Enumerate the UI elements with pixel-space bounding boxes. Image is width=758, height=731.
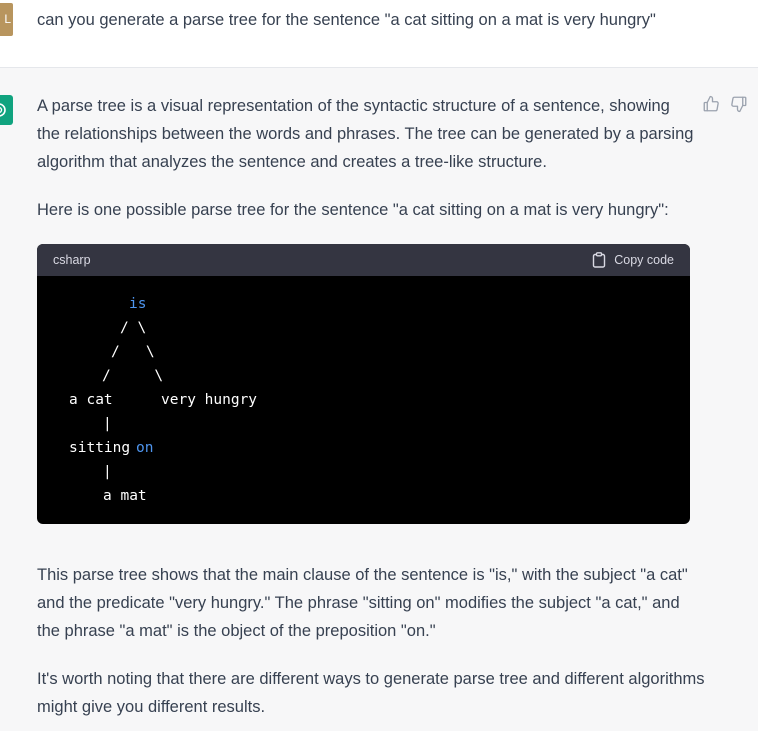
thumbs-down-icon[interactable] [730,95,748,113]
code-line-3: / \ [111,344,155,360]
code-content [37,276,690,504]
clipboard-icon [592,252,606,268]
code-line-4: / \ [102,368,164,384]
user-message-row [0,0,758,68]
code-line-very-hungry: very hungry [161,392,258,408]
code-line-a-mat: a mat [103,488,147,504]
copy-code-button[interactable] [592,252,674,268]
response-paragraph-1: A parse tree is a visual representation of the syntactic structure of a sentence, showing the relationships between the words and phrases. The tree can be generated by a parsing algorithm that analyzes the sentence and creates a tree-like structure. [37,97,694,171]
code-line-6: | [103,416,112,432]
code-line-is: is [129,296,147,312]
response-paragraph-3: This parse tree shows that the main clause of the sentence is "is," with the subject "a cat" and the predicate "very hungry." The phrase "sitting on" modifies the subject "a cat," and the phrase "a mat" is the object of the preposition "on." [37,566,688,640]
assistant-avatar [0,95,13,125]
code-block [37,244,690,524]
assistant-message-row [0,68,758,731]
code-line-2: / \ [120,320,147,336]
response-paragraph-2: Here is one possible parse tree for the sentence "a cat sitting on a mat is very hungry": [37,201,669,219]
code-line-a-cat: a cat [69,392,113,408]
feedback-buttons [702,95,748,113]
code-line-8: | [103,464,112,480]
code-line-on: on [136,440,154,456]
code-block-header [37,244,690,276]
thumbs-up-icon[interactable] [702,95,720,113]
user-message-text: can you generate a parse tree for the sentence "a cat sitting on a mat is very hungry" [37,11,656,29]
code-language-label: csharp [53,253,91,267]
openai-logo-icon [0,100,9,120]
copy-code-label: Copy code [614,253,674,267]
code-line-sitting: sitting [69,440,131,456]
response-after-code [37,561,707,721]
user-avatar: L [0,3,13,36]
response-paragraph-4: It's worth noting that there are different ways to generate parse tree and different algorithms might give you different results. [37,670,705,716]
assistant-message-body [37,92,697,224]
